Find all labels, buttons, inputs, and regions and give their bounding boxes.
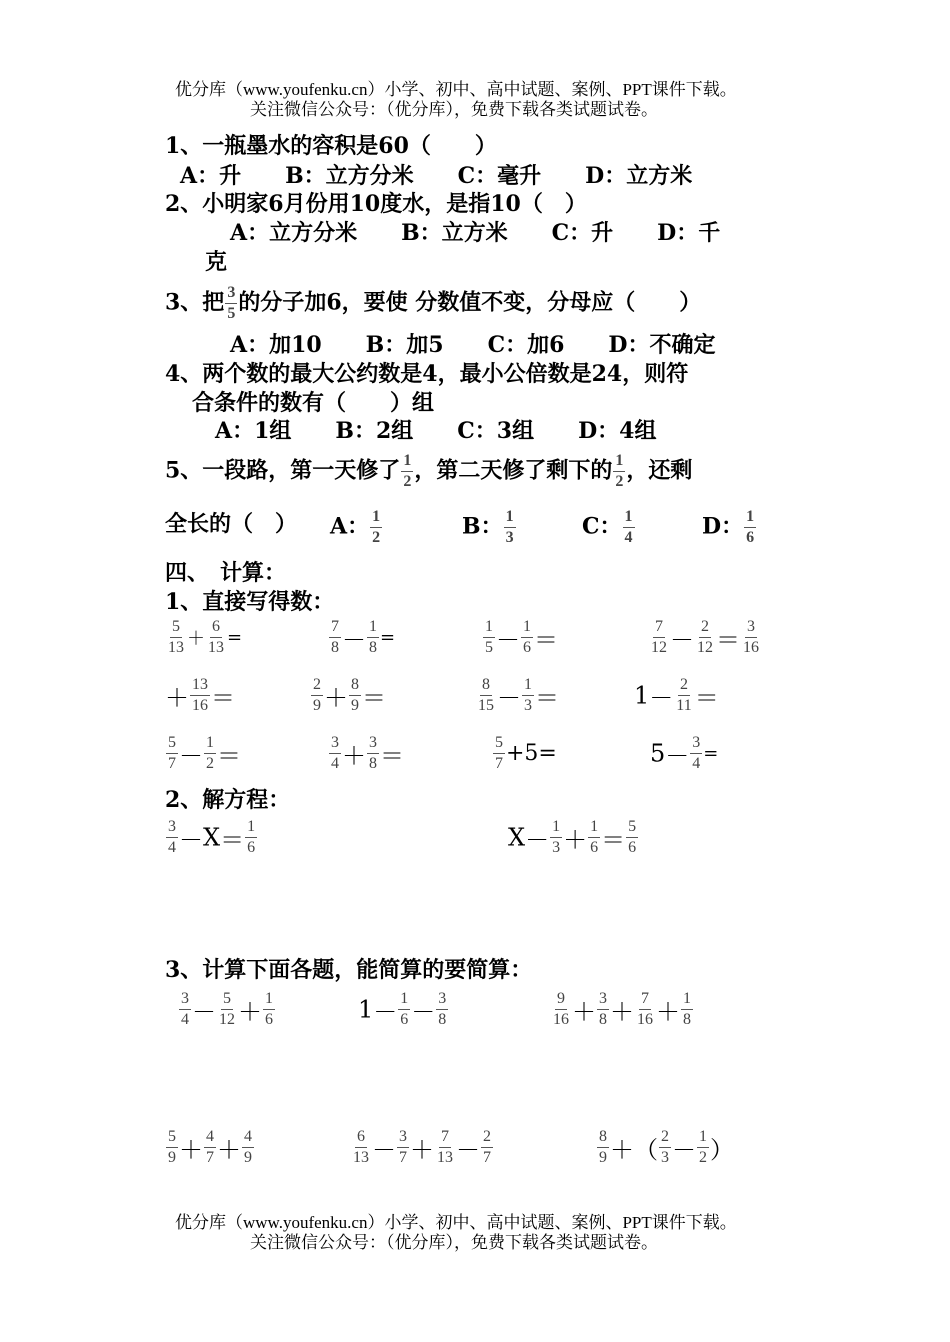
fraction: $\frac{1}{6}$ bbox=[590, 818, 599, 856]
fraction: $\frac{3}{4}$ bbox=[692, 734, 701, 772]
calc-1-1: $\frac{5}{13}$ ＋ $\frac{6}{13}$ = bbox=[168, 618, 243, 656]
question-3-suffix: 的分子加6，要使 分数值不变，分母应（ ） bbox=[238, 289, 702, 316]
fraction: $\frac{1}{6}$ bbox=[265, 990, 273, 1028]
fraction: $\frac{5}{9}$ bbox=[168, 1128, 176, 1166]
question-1-stem: 1、一瓶墨水的容积是60（ ） bbox=[165, 133, 497, 159]
fraction: $\frac{5}{6}$ bbox=[628, 818, 637, 856]
question-3-options: A：加10 B：加5 C：加6 D：不确定 bbox=[230, 332, 716, 358]
fraction: $\frac{1}{8}$ bbox=[369, 618, 377, 656]
calc-2-3: $\frac{8}{15}$ － $\frac{1}{3}$ ＝ bbox=[478, 676, 559, 714]
header-line-2: 关注微信公众号：（优分库），免费下载各类试题试卷。 bbox=[250, 100, 658, 119]
fraction: $\frac{5}{13}$ bbox=[168, 618, 184, 656]
calc-3-3: $\frac{5}{7}$ +5= bbox=[495, 734, 557, 772]
fraction: $\frac{3}{7}$ bbox=[399, 1128, 407, 1166]
question-2-options: A：立方分米 B：立方米 C：升 D：千 bbox=[230, 220, 721, 246]
question-1-options: A：升 B：立方分米 C：毫升 D：立方米 bbox=[180, 163, 693, 189]
question-2-stem: 2、小明家6月份用10度水，是指10（ ） bbox=[165, 191, 587, 217]
fraction: $\frac{7}{12}$ bbox=[651, 618, 667, 656]
fraction: $\frac{1}{6}$ bbox=[400, 990, 409, 1028]
header-line-1: 优分库（www.youfenku.cn）小学、初中、高中试题、案例、PPT课件下载。 bbox=[175, 80, 737, 99]
fraction: $\frac{1}{4}$ bbox=[624, 508, 633, 546]
fraction: $\frac{1}{2}$ bbox=[699, 1128, 707, 1166]
fraction: $\frac{1}{8}$ bbox=[683, 990, 691, 1028]
section-4-title: 四、 计算： bbox=[165, 560, 287, 586]
footer-line-2: 关注微信公众号：（优分库），免费下载各类试题试卷。 bbox=[250, 1233, 658, 1252]
fraction: $\frac{3}{16}$ bbox=[743, 618, 759, 656]
simplify-2-1: $\frac{5}{9}$ ＋ $\frac{4}{7}$ ＋ $\frac{4}{9}$ bbox=[168, 1128, 252, 1166]
fraction: $\frac{1}{2}$ bbox=[206, 734, 214, 772]
fraction: $\frac{3}{5}$ bbox=[227, 284, 236, 322]
question-2-options-wrap: 克 bbox=[205, 249, 228, 275]
fraction: $\frac{1}{3}$ bbox=[552, 818, 561, 856]
fraction: $\frac{13}{16}$ bbox=[192, 676, 208, 714]
simplify-1-2: 1－ $\frac{1}{6}$ － $\frac{3}{8}$ bbox=[358, 990, 447, 1028]
fraction: $\frac{1}{2}$ bbox=[372, 508, 381, 546]
fraction: $\frac{3}{4}$ bbox=[181, 990, 189, 1028]
question-4-stem-wrap: 合条件的数有（ ）组 bbox=[192, 390, 435, 416]
fraction: $\frac{4}{9}$ bbox=[244, 1128, 252, 1166]
fraction: $\frac{5}{7}$ bbox=[168, 734, 176, 772]
calc-1-4: $\frac{7}{12}$ － $\frac{2}{12}$ ＝ $\frac{3}{16}$ bbox=[651, 618, 759, 656]
equation-2: X－ $\frac{1}{3}$ ＋ $\frac{1}{6}$ ＝ $\frac{5}{6}$ bbox=[508, 818, 637, 856]
fraction: $\frac{7}{16}$ bbox=[637, 990, 653, 1028]
simplify-1-3: $\frac{9}{16}$ ＋ $\frac{3}{8}$ ＋ $\frac{7}{16}$ ＋ $\frac{1}{8}$ bbox=[553, 990, 691, 1028]
fraction: $\frac{2}{11}$ bbox=[676, 676, 692, 714]
simplify-1-1: $\frac{3}{4}$ － $\frac{5}{12}$ ＋ $\frac{1}{6}$ bbox=[181, 990, 273, 1028]
fraction: $\frac{1}{2}$ bbox=[403, 452, 412, 490]
fraction: $\frac{6}{13}$ bbox=[353, 1128, 369, 1166]
question-5-option-d: D： $\frac{1}{6}$ bbox=[702, 508, 755, 546]
fraction: $\frac{1}{3}$ bbox=[524, 676, 532, 714]
section-4-sub-2: 2、解方程： bbox=[165, 787, 291, 813]
calc-3-4: 5－ $\frac{3}{4}$ = bbox=[650, 734, 719, 772]
fraction: $\frac{2}{9}$ bbox=[313, 676, 321, 714]
equation-1: $\frac{3}{4}$ －X＝ $\frac{1}{6}$ bbox=[168, 818, 256, 856]
fraction: $\frac{8}{9}$ bbox=[351, 676, 359, 714]
fraction: $\frac{8}{9}$ bbox=[599, 1128, 607, 1166]
fraction: $\frac{9}{16}$ bbox=[553, 990, 569, 1028]
fraction: $\frac{3}{4}$ bbox=[331, 734, 339, 772]
question-5-option-c: C： $\frac{1}{4}$ bbox=[582, 508, 633, 546]
calc-3-2: $\frac{3}{4}$ ＋ $\frac{3}{8}$ ＝ bbox=[331, 734, 404, 772]
fraction: $\frac{1}{6}$ bbox=[746, 508, 755, 546]
fraction: $\frac{1}{3}$ bbox=[505, 508, 514, 546]
question-5-line-2: 全长的（ ） bbox=[165, 511, 298, 537]
fraction: $\frac{2}{3}$ bbox=[661, 1128, 669, 1166]
calc-3-1: $\frac{5}{7}$ － $\frac{1}{2}$ ＝ bbox=[168, 734, 241, 772]
section-4-sub-3: 3、计算下面各题，能简算的要简算： bbox=[165, 957, 533, 983]
calc-1-2: $\frac{7}{8}$ － $\frac{1}{8}$ = bbox=[331, 618, 396, 656]
question-5-stem: 5、一段路，第一天修了 $\frac{1}{2}$ ，第二天修了剩下的 $\frac{1}{2}$ ，还剩 bbox=[165, 452, 693, 490]
question-4-options: A：1组 B：2组 C：3组 D：4组 bbox=[215, 418, 657, 444]
simplify-2-2: $\frac{6}{13}$ － $\frac{3}{7}$ ＋ $\frac{7}{13}$ － $\frac{2}{7}$ bbox=[353, 1128, 491, 1166]
footer-line-1: 优分库（www.youfenku.cn）小学、初中、高中试题、案例、PPT课件下载。 bbox=[175, 1213, 737, 1232]
fraction: $\frac{3}{8}$ bbox=[438, 990, 447, 1028]
fraction: $\frac{1}{5}$ bbox=[485, 618, 493, 656]
fraction: $\frac{8}{15}$ bbox=[478, 676, 494, 714]
fraction: $\frac{5}{12}$ bbox=[219, 990, 235, 1028]
calc-2-2: $\frac{2}{9}$ ＋ $\frac{8}{9}$ ＝ bbox=[313, 676, 386, 714]
fraction: $\frac{7}{13}$ bbox=[437, 1128, 453, 1166]
question-5-option-a: A： $\frac{1}{2}$ bbox=[330, 508, 381, 546]
question-5-option-b: B： $\frac{1}{3}$ bbox=[462, 508, 514, 546]
fraction: $\frac{2}{12}$ bbox=[697, 618, 713, 656]
fraction: $\frac{1}{2}$ bbox=[615, 452, 624, 490]
fraction: $\frac{3}{4}$ bbox=[168, 818, 176, 856]
fraction: $\frac{2}{7}$ bbox=[483, 1128, 491, 1166]
question-3-stem bbox=[165, 284, 701, 323]
question-3-prefix: 3、把 bbox=[165, 289, 225, 316]
question-4-stem: 4、两个数的最大公约数是4，最小公倍数是24，则符 bbox=[165, 361, 689, 387]
simplify-2-3: $\frac{8}{9}$ ＋（ $\frac{2}{3}$ － $\frac{1}{2}$ ） bbox=[599, 1128, 734, 1166]
fraction: $\frac{4}{7}$ bbox=[206, 1128, 214, 1166]
fraction: $\frac{1}{6}$ bbox=[523, 618, 531, 656]
fraction: $\frac{6}{13}$ bbox=[208, 618, 224, 656]
section-4-sub-1: 1、直接写得数： bbox=[165, 589, 335, 615]
fraction: $\frac{5}{7}$ bbox=[495, 734, 503, 772]
calc-2-1: ＋ $\frac{13}{16}$ ＝ bbox=[165, 676, 235, 714]
fraction: $\frac{3}{8}$ bbox=[599, 990, 607, 1028]
fraction: $\frac{3}{8}$ bbox=[369, 734, 377, 772]
fraction: $\frac{1}{6}$ bbox=[247, 818, 256, 856]
calc-1-3: $\frac{1}{5}$ － $\frac{1}{6}$ ＝ bbox=[485, 618, 558, 656]
fraction: $\frac{7}{8}$ bbox=[331, 618, 339, 656]
calc-2-4: 1－ $\frac{2}{11}$ ＝ bbox=[634, 676, 719, 714]
